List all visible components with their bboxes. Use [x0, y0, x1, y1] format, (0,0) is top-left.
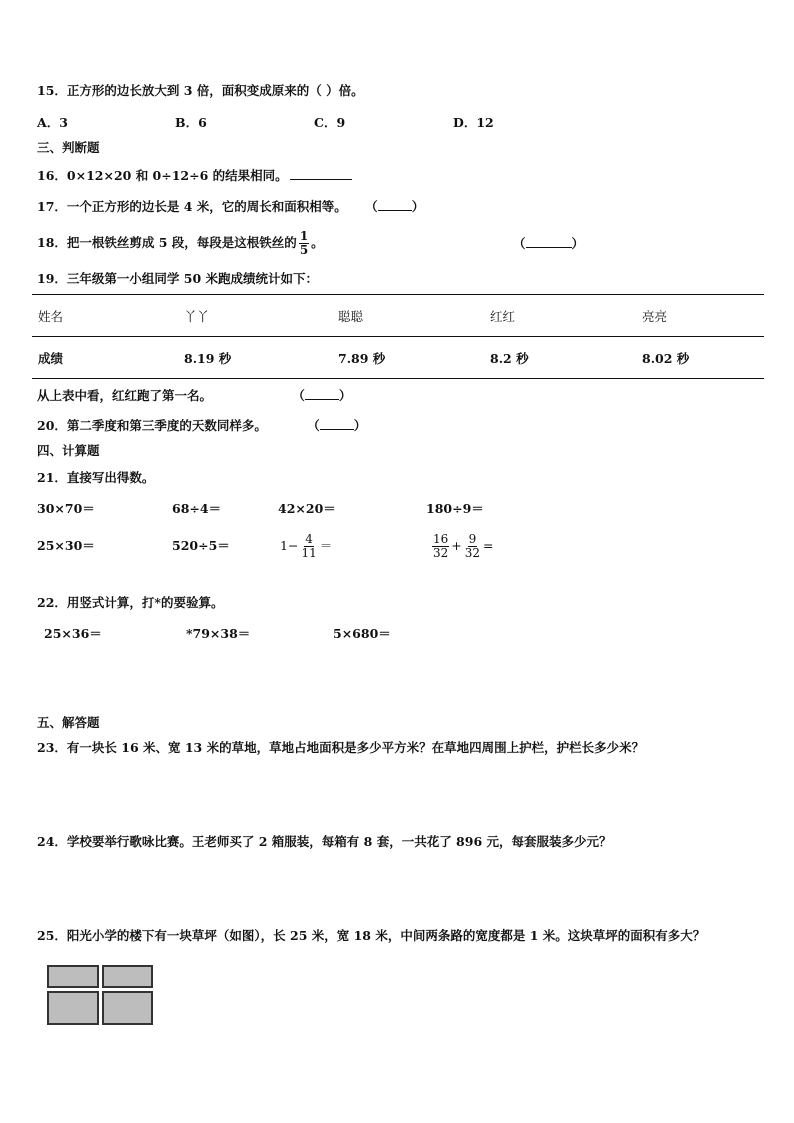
question-18: 18．把一根铁丝剪成 5 段，每段是这根铁丝的 $\frac{1}{5}$ 。 — [37, 229, 324, 257]
question-number: 21． — [37, 470, 67, 485]
question-number: 20． — [37, 418, 67, 433]
option-a: A．3 — [37, 115, 68, 130]
calc-item: 180÷9＝ — [426, 501, 484, 516]
table-cell: 8.02 秒 — [636, 337, 764, 379]
question-21 — [37, 470, 154, 486]
calc-item: 25×30＝ — [37, 538, 95, 553]
section-heading-problems: 五、解答题 — [37, 715, 100, 730]
question-number: 24． — [37, 834, 67, 849]
lawn-section — [47, 991, 99, 1025]
answer-blank[interactable] — [290, 167, 352, 180]
question-text: 有一块长 16 米、宽 13 米的草地，草地占地面积是多少平方米？在草地四周围上护栏，护栏长多少米？ — [66, 740, 645, 755]
question-text: 一个正方形的边长是 4 米，它的周长和面积相等。 — [66, 199, 347, 214]
lawn-section — [102, 965, 153, 988]
question-number: 15． — [37, 83, 67, 98]
question-16 — [37, 167, 352, 184]
question-text: 0×12×20 和 0÷12÷6 的结果相同。 — [66, 168, 288, 183]
calc-item: 42×20＝ — [278, 501, 336, 516]
question-15 — [37, 83, 364, 99]
question-text: 学校要举行歌咏比赛。王老师买了 2 箱服装，每箱有 8 套，一共花了 896 元，每套服装多少元？ — [66, 834, 612, 849]
calc-item: 25×36＝ — [44, 626, 102, 641]
option-d: D．12 — [453, 115, 494, 130]
fraction-one-fifth: $\frac{1}{5}$ — [299, 229, 309, 257]
question-19-statement: 从上表中看，红红跑了第一名。 （ ） — [37, 388, 352, 403]
calc-item: 30×70＝ — [37, 501, 95, 516]
calc-item: 5×680＝ — [333, 626, 391, 641]
answer-paren[interactable]: （ ） — [292, 388, 352, 403]
answer-paren[interactable]: （ ） — [365, 199, 425, 214]
lawn-section — [47, 965, 99, 988]
question-17 — [37, 198, 424, 215]
question-text: 第二季度和第三季度的天数同样多。 — [66, 418, 267, 433]
lawn-figure — [47, 965, 153, 1025]
question-20 — [37, 417, 366, 434]
table-cell: 姓名 — [32, 295, 178, 337]
question-19 — [37, 271, 318, 287]
question-number: 17． — [37, 199, 67, 214]
calc-item: *79×38＝ — [186, 626, 251, 641]
question-number: 19． — [37, 271, 67, 286]
question-24 — [37, 834, 612, 850]
lawn-section — [102, 991, 153, 1025]
table-cell: 成绩 — [32, 337, 178, 379]
table-cell: 丫丫 — [178, 295, 332, 337]
calc-item: 520÷5＝ — [172, 538, 230, 553]
table-cell: 聪聪 — [332, 295, 484, 337]
table-cell: 红红 — [484, 295, 636, 337]
table-cell: 8.2 秒 — [484, 337, 636, 379]
answer-paren[interactable]: （ ） — [513, 236, 585, 251]
question-23 — [37, 740, 644, 756]
table-row — [32, 337, 764, 379]
section-heading-judgment: 三、判断题 — [37, 140, 100, 155]
question-number: 23． — [37, 740, 67, 755]
question-number: 16． — [37, 168, 67, 183]
question-text: 三年级第一小组同学 50 米跑成绩统计如下： — [66, 271, 319, 286]
table-cell: 亮亮 — [636, 295, 764, 337]
question-number: 18． — [37, 235, 67, 250]
section-heading-calculation: 四、计算题 — [37, 443, 100, 458]
question-number: 25． — [37, 928, 67, 943]
table-cell: 8.19 秒 — [178, 337, 332, 379]
answer-paren[interactable]: （ ） — [307, 418, 367, 433]
question-text: 阳光小学的楼下有一块草坪（如图），长 25 米，宽 18 米，中间两条路的宽度都是 1 米。这块草坪的面积有多大？ — [66, 928, 706, 943]
table-cell: 7.89 秒 — [332, 337, 484, 379]
table-row — [32, 295, 764, 337]
question-text: 直接写出得数。 — [66, 470, 155, 485]
question-22 — [37, 595, 223, 611]
calc-item: 68÷4＝ — [172, 501, 222, 516]
calc-item-fraction: 1− $\frac{4}{11}$ ＝ — [280, 532, 333, 560]
question-number: 22． — [37, 595, 67, 610]
option-b: B．6 — [175, 115, 207, 130]
calc-item-fraction-sum: $\frac{16}{32}$ + $\frac{9}{32}$ = — [433, 532, 494, 560]
question-text: 把一根铁丝剪成 5 段，每段是这根铁丝的 — [66, 235, 297, 250]
running-score-table — [32, 294, 764, 379]
question-text: 正方形的边长放大到 3 倍，面积变成原来的（ ）倍。 — [66, 83, 364, 98]
question-text: 用竖式计算，打*的要验算。 — [66, 595, 224, 610]
option-c: C．9 — [314, 115, 346, 130]
question-25 — [37, 928, 705, 944]
